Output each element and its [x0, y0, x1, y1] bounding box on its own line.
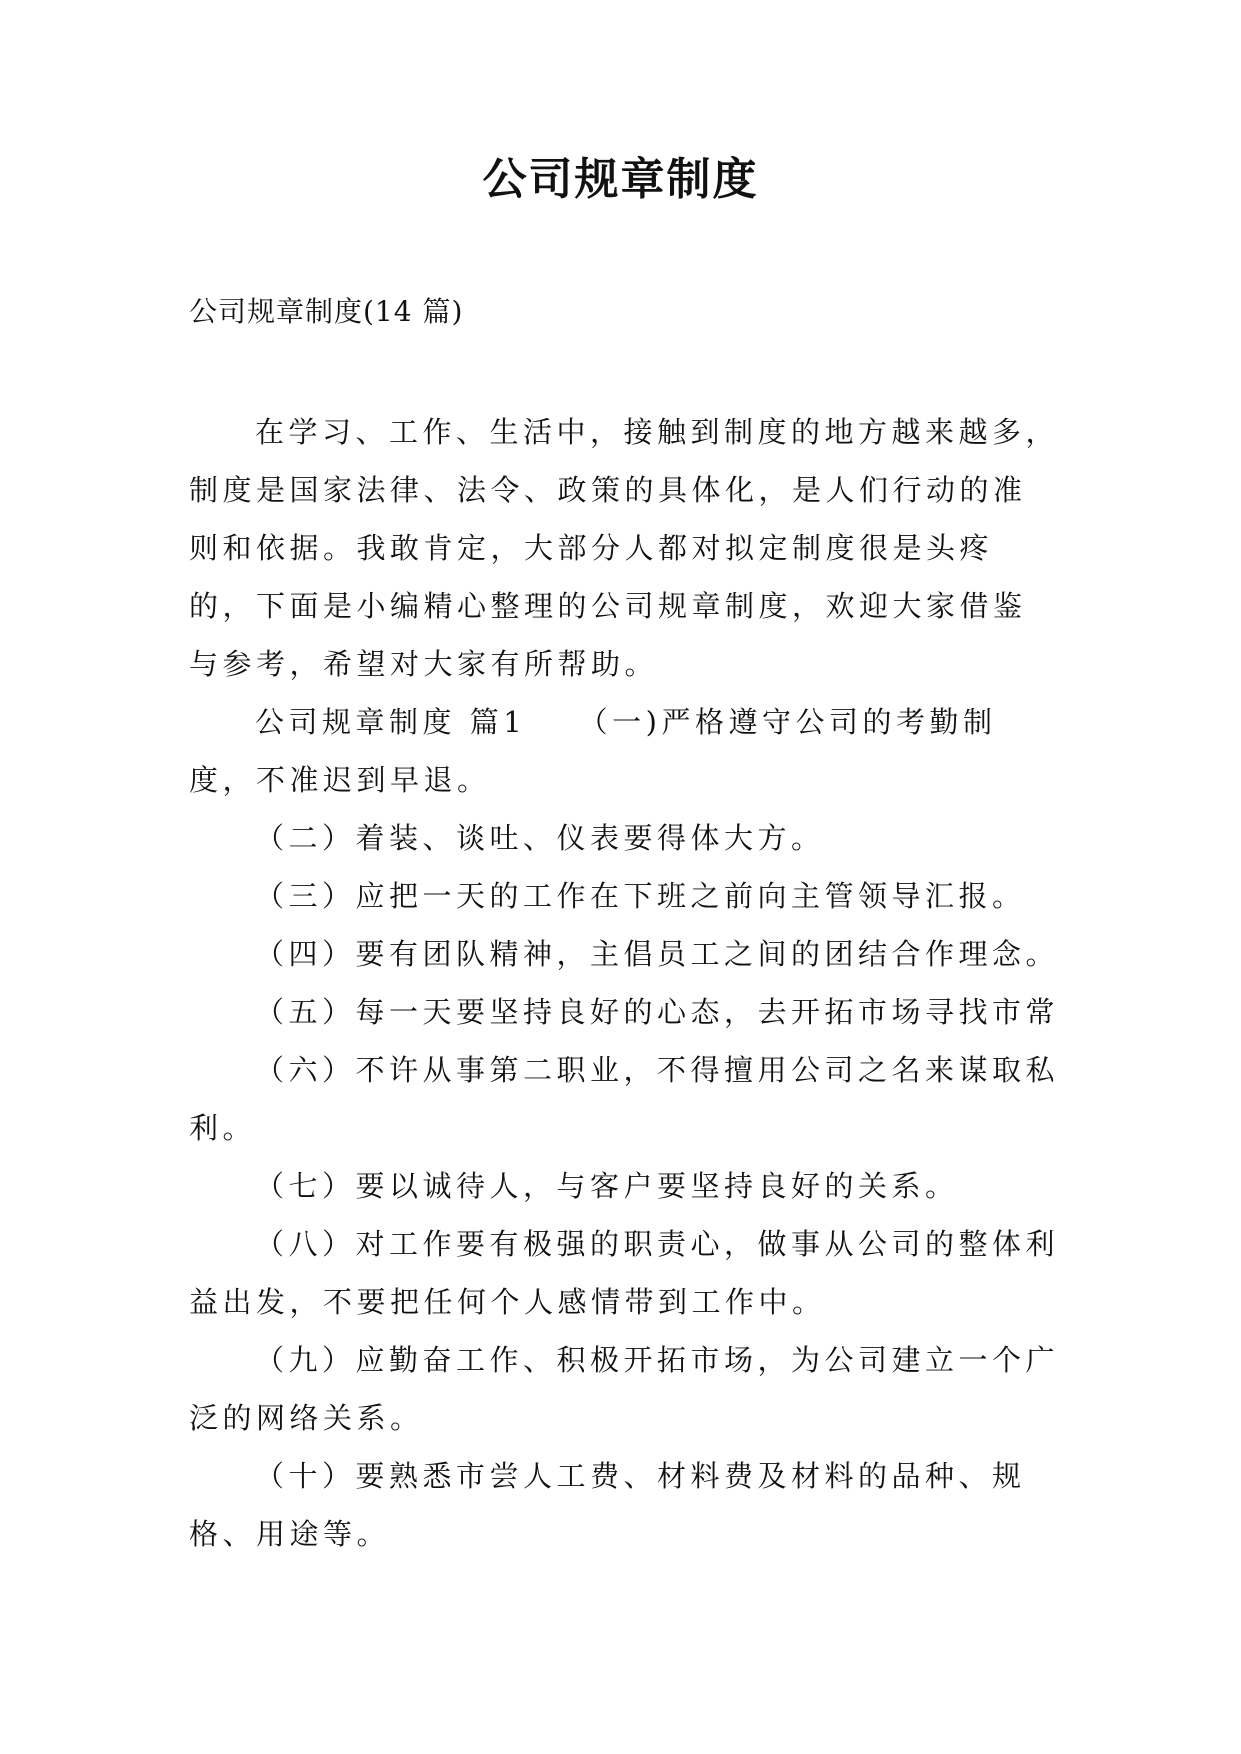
- rule-paragraph-6: （六）不许从事第二职业，不得擅用公司之名来谋取私利。: [189, 1053, 1060, 1145]
- rule-paragraph-5: （五）每一天要坚持良好的心态，去开拓市场寻找市常: [255, 995, 1060, 1029]
- rule-paragraph-7: （七）要以诚待人，与客户要坚持良好的关系。: [255, 1169, 959, 1203]
- document-title: 公司规章制度: [482, 154, 759, 205]
- document-subtitle: 公司规章制度(14 篇): [189, 295, 464, 328]
- rule-paragraph-9: （九）应勤奋工作、积极开拓市场，为公司建立一个广泛的网络关系。: [189, 1343, 1060, 1435]
- rule-paragraph-4: （四）要有团队精神，主倡员工之间的团结合作理念。: [255, 937, 1060, 971]
- document-body: [189, 403, 1059, 1563]
- intro-paragraph: 在学习、工作、生活中，接触到制度的地方越来越多，制度是国家法律、法令、政策的具体化，是人们行动的准则和依据。我敢肯定，大部分人都对拟定制度很是头疼的，下面是小编精心整理的公司规章制度，欢迎大家借鉴与参考，希望对大家有所帮助。: [189, 415, 1060, 681]
- rule-paragraph-1: 公司规章制度 篇1 （一)严格遵守公司的考勤制度，不准迟到早退。: [189, 705, 997, 797]
- rule-paragraph-3: （三）应把一天的工作在下班之前向主管领导汇报。: [255, 879, 1026, 913]
- rule-paragraph-10: （十）要熟悉市尝人工费、材料费及材料的品种、规格、用途等。: [189, 1459, 1026, 1551]
- rule-paragraph-8: （八）对工作要有极强的职责心，做事从公司的整体利益出发，不要把任何个人感情带到工作中。: [189, 1227, 1060, 1319]
- rule-paragraph-2: （二）着装、谈吐、仪表要得体大方。: [255, 821, 825, 855]
